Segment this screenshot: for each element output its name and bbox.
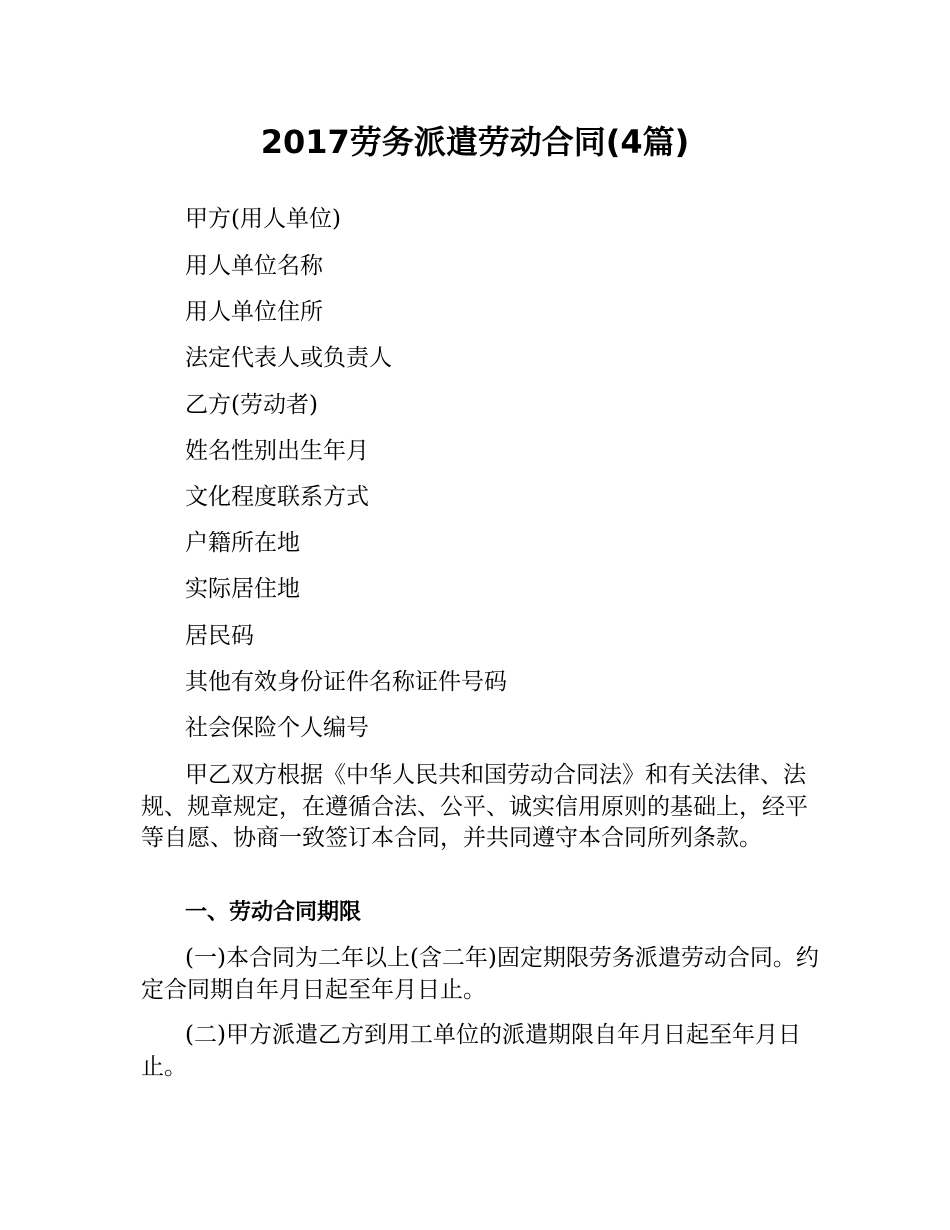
field-party-b: 乙方(劳动者) xyxy=(185,392,318,418)
section-heading: 一、劳动合同期限 xyxy=(185,900,362,925)
field-actual-residence: 实际居住地 xyxy=(185,576,300,602)
field-legal-representative: 法定代表人或负责人 xyxy=(185,345,392,371)
field-social-insurance-number: 社会保险个人编号 xyxy=(185,715,369,741)
field-employer-name: 用人单位名称 xyxy=(185,253,323,279)
field-education-contact: 文化程度联系方式 xyxy=(185,484,369,510)
field-name-gender-birth: 姓名性别出生年月 xyxy=(185,438,369,464)
intro-paragraph: 甲乙双方根据《中华人民共和国劳动合同法》和有关法律、法规、规章规定，在遵循合法、公平、诚实信用原则的基础上，经平等自愿、协商一致签订本合同，并共同遵守本合同所列条款。 xyxy=(141,762,808,851)
field-resident-code: 居民码 xyxy=(185,623,254,649)
field-household-registration: 户籍所在地 xyxy=(185,530,300,556)
field-party-a: 甲方(用人单位) xyxy=(185,206,341,232)
field-employer-address: 用人单位住所 xyxy=(185,299,323,325)
field-other-id: 其他有效身份证件名称证件号码 xyxy=(185,669,507,695)
clause-1: (一)本合同为二年以上(含二年)固定期限劳务派遣劳动合同。约定合同期自年月日起至年月日止。 xyxy=(141,945,819,1003)
document-title: 2017劳务派遣劳动合同(4篇) xyxy=(260,123,690,161)
clause-2: (二)甲方派遣乙方到用工单位的派遣期限自年月日起至年月日止。 xyxy=(141,1022,801,1080)
